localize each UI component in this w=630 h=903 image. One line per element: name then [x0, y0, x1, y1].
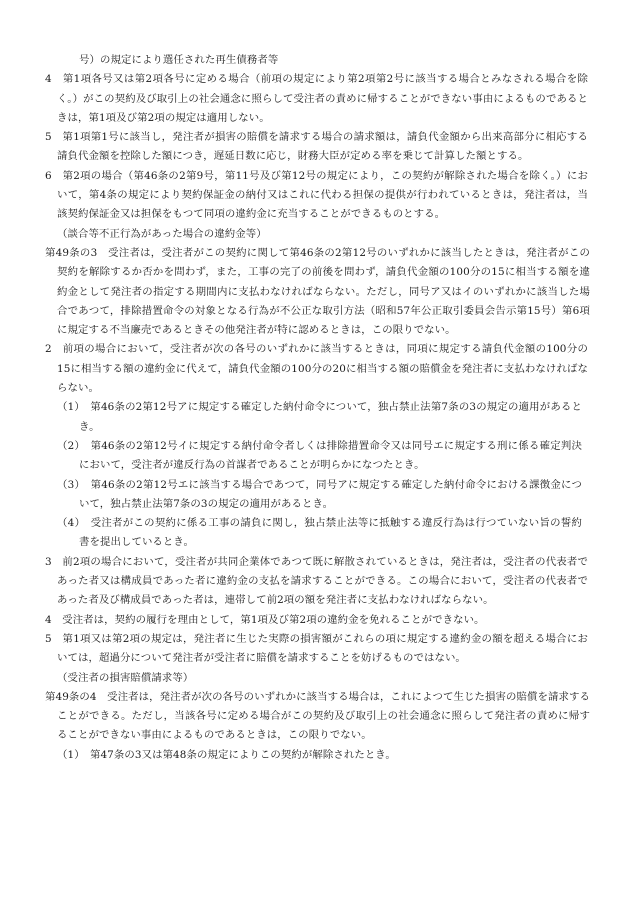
- subitem-1: （1） 第46条の2第12号アに規定する確定した納付命令について，独占禁止法第7条の3の規定の適用があるとき。: [57, 401, 582, 433]
- article-49-3-clause-2: 2 前項の場合において，受注者が次の各号のいずれかに該当するときは，同項に規定する請負代金額の100分の15に相当する額の違約金に代えて，請負代金額の100分の20に相当する額の賠償金を発注者に支払わなければならない。: [45, 343, 588, 395]
- article-49-3-clause-3: 3 前2項の場合において，受注者が共同企業体であつて既に解散されているときは，発注者は，受注者の代表者であった者又は構成員であった者に違約金の支払を請求することができる。この場合において，受注者の代表者であった者及び構成員であった者は，連帯して前2項の額を発注者に支払わなければならない。: [45, 555, 588, 607]
- subitem-2: （2） 第46条の2第12号イに規定する納付命令者しくは排除措置命令又は同号エに規定する刑に係る確定判決において，受注者が違反行為の首謀者であることが明らかになつたとき。: [57, 439, 582, 472]
- subitem-4: （4） 受注者がこの契約に係る工事の請負に関し，独占禁止法等に抵触する違反行為は行つていない旨の誓約書を提出しているとき。: [57, 517, 582, 549]
- section-heading-damages: （受注者の損害賠償請求等）: [57, 671, 194, 684]
- subitem-3: （3） 第46条の2第12号エに該当する場合であつて，同号アに規定する確定した納付命令における課徴金について，独占禁止法第7条の3の規定の適用があるとき。: [57, 478, 582, 510]
- section-heading-bid-rigging: （談合等不正行為があった場合の違約金等）: [57, 227, 267, 240]
- paragraph-continuation: 号）の規定により選任された再生債務者等: [79, 54, 279, 66]
- clause-6: 6 第2項の場合（第46条の2第9号，第11号及び第12号の規定により，この契約が解除された場合を除く。）において，第4条の規定により契約保証金の納付又はこれに代わる担保の提供が行われているときは，発注者は，当該契約保証金又は担保をもつて同項の違約金に充当することができるものとする。: [45, 169, 588, 221]
- article-49-4-subitem-1: （1） 第47条の3又は第48条の規定によりこの契約が解除されたとき。: [57, 748, 396, 761]
- article-49-3-clause-5: 5 第1項又は第2項の規定は，発注者に生じた実際の損害額がこれらの項に規定する違約金の額を超える場合においては，超過分について発注者が受注者に賠償を請求することを妨げるものではない。: [45, 632, 588, 665]
- article-49-4: 第49条の4 受注者は，発注者が次の各号のいずれかに該当する場合は，これによつて生じた損害の賠償を請求することができる。ただし，当該各号に定める場合がこの契約及び取引上の社会通念に照らして発注者の責めに帰することができない事由によるものであるときは，この限りでない。: [45, 690, 590, 742]
- clause-5: 5 第1項第1号に該当し，発注者が損害の賠償を請求する場合の請求額は，請負代金額から出来高部分に相応する請負代金額を控除した額につき，遅延日数に応じ，財務大臣が定める率を乗じて計算した額とする。: [45, 131, 588, 163]
- clause-4: 4 第1項各号又は第2項各号に定める場合（前項の規定により第2項第2号に該当する場合とみなされる場合を除く。）がこの契約及び取引上の社会通念に照らして受注者の責めに帰することができない事由によるものであるときは，第1項及び第2項の規定は適用しない。: [45, 73, 588, 124]
- article-49-3-clause-4: 4 受注者は，契約の履行を理由として，第1項及び第2項の違約金を免れることができない。: [45, 613, 485, 626]
- article-49-3: 第49条の3 受注者は，受注者がこの契約に関して第46条の2第12号のいずれかに該当したときは，発注者がこの契約を解除するか否かを問わず，また，工事の完了の前後を問わず，請負代金額の100分の15に相当する額を違約金として発注者の指定する期間内に支払わなければならない。ただし，同号ア又はイのいずれかに該当した場合であつて，排除措置命令の対象となる行為が不公正な取引方法（昭和57年公正取引委員会告示第15号）第6項に規定する不当廉売であるときその他発注者が特に認めるときは，この限りでない。: [45, 246, 590, 337]
